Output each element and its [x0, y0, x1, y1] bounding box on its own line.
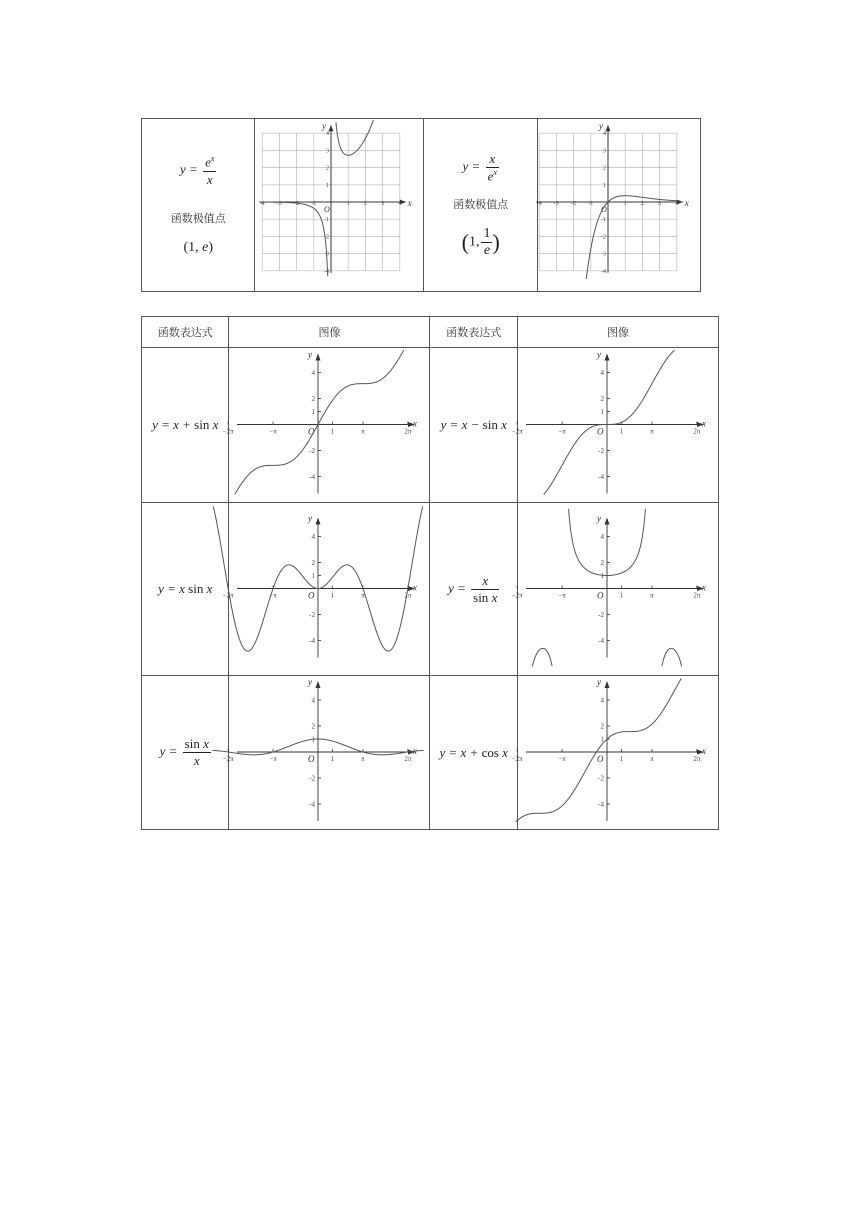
x-axis-label: x — [701, 746, 706, 756]
y-tick-label: -4 — [309, 800, 316, 809]
x-axis-label: x — [413, 582, 418, 593]
y-tick-label: -4 — [309, 637, 316, 645]
x-tick-label: -3 — [277, 201, 283, 207]
x-tick-label: -4 — [536, 201, 542, 207]
origin-label: O — [596, 426, 604, 437]
graph-x-plus-cosx — [511, 676, 718, 824]
y-tick-label: -4 — [324, 268, 330, 275]
y-tick-label: -4 — [598, 473, 604, 481]
x-tick-label: π — [361, 591, 366, 600]
graph-cell-x-over-ex — [537, 119, 700, 292]
extremum-table — [141, 118, 701, 292]
y-axis-arrow — [329, 125, 334, 131]
origin-label: O — [308, 590, 315, 601]
y-axis-label: y — [322, 121, 327, 132]
graph-x-over-ex — [538, 119, 700, 286]
y-tick-label: -2 — [600, 234, 606, 241]
y-tick-label: 3 — [326, 148, 330, 155]
y-tick-label: 4 — [602, 131, 606, 138]
x-axis-label: x — [701, 582, 706, 593]
y-tick-label: 2 — [600, 395, 604, 403]
y-tick-label: -2 — [324, 234, 330, 241]
x-tick-label: 1 — [619, 427, 624, 436]
x-tick-label: 2π — [693, 427, 701, 436]
origin-label: O — [308, 754, 315, 764]
y-tick-label: -4 — [600, 268, 606, 275]
x-tick-label: -2 — [571, 201, 577, 207]
graph-cell — [223, 348, 430, 503]
x-tick-label: 1 — [347, 201, 351, 207]
x-tick-label: -3 — [553, 201, 559, 207]
y-tick-label: 2 — [602, 165, 606, 172]
x-tick-label: −2π — [511, 427, 523, 436]
y-tick-label: -1 — [600, 217, 606, 224]
formula-x-sinx: y = x sin x — [142, 503, 229, 676]
y-tick-label: 4 — [326, 131, 330, 138]
y-tick-label: 1 — [600, 408, 604, 416]
y-axis-label: y — [598, 121, 603, 132]
y-axis-arrow — [316, 681, 321, 688]
y-axis-arrow — [604, 518, 609, 525]
formula-x-over-sinx: y = $\frac{x}{\text{sin x}}$ — [430, 503, 518, 676]
x-axis-label: x — [413, 746, 418, 756]
x-tick-label: 1 — [619, 591, 624, 600]
function-curve — [235, 350, 404, 494]
x-tick-label: −π — [558, 427, 566, 436]
y-tick-label: -4 — [598, 637, 604, 645]
x-tick-label: 3 — [658, 201, 662, 207]
y-tick-label: 1 — [600, 572, 604, 580]
y-axis-arrow — [316, 354, 321, 361]
x-tick-label: -4 — [260, 201, 266, 207]
x-tick-label: −2π — [223, 427, 235, 436]
y-tick-label: -3 — [600, 251, 606, 258]
y-tick-label: 1 — [326, 182, 330, 189]
x-tick-label: −π — [558, 755, 566, 763]
formula-x-plus-cosx: y = x + cos x — [430, 676, 518, 830]
function-curve — [263, 120, 374, 276]
y-tick-label: 4 — [600, 369, 604, 377]
graph-sinx-over-x — [223, 676, 429, 824]
x-tick-label: 4 — [675, 201, 679, 207]
y-axis-label: y — [308, 677, 313, 687]
y-axis-label: y — [596, 349, 601, 360]
graph-x-minus-sinx — [511, 348, 718, 497]
x-tick-label: 1 — [619, 755, 624, 763]
x-tick-label: π — [361, 755, 366, 763]
x-tick-label: -1 — [311, 201, 317, 207]
origin-label: O — [596, 754, 604, 764]
y-tick-label: -1 — [324, 217, 330, 224]
x-tick-label: 3 — [381, 201, 385, 207]
header-graph: 图像 — [229, 317, 430, 348]
x-tick-label: 2π — [404, 755, 412, 763]
graph-cell — [223, 503, 430, 676]
y-tick-label: -4 — [309, 473, 316, 481]
origin-label: O — [596, 590, 604, 601]
x-tick-label: 2 — [364, 201, 368, 207]
x-tick-label: −π — [269, 427, 278, 436]
y-tick-label: 4 — [311, 369, 316, 377]
x-tick-label: 1 — [331, 427, 335, 436]
graph-ex-over-x — [255, 119, 423, 286]
x-tick-label: π — [650, 755, 654, 763]
graph-cell-ex-over-x — [255, 119, 424, 292]
formula-sinx-over-x: y = $\frac{\text{sin x}}{x}$ — [142, 676, 229, 830]
y-axis-label: y — [596, 513, 601, 524]
extremum-label: 函数极值点 — [170, 211, 226, 225]
y-axis-label: y — [308, 349, 313, 360]
x-tick-label: −2π — [511, 755, 523, 763]
x-tick-label: 2π — [404, 427, 412, 436]
x-tick-label: 2 — [640, 201, 644, 207]
origin-label: O — [600, 205, 607, 214]
x-tick-label: 2π — [693, 755, 701, 763]
x-tick-label: −2π — [223, 755, 235, 763]
formula-x-plus-sinx: y = x + sin x — [142, 348, 229, 503]
y-tick-label: -4 — [598, 800, 604, 809]
x-tick-label: 1 — [331, 755, 335, 763]
x-axis-label: x — [701, 418, 706, 429]
extremum-label: 函数极值点 — [453, 198, 509, 212]
x-tick-label: −π — [269, 591, 278, 600]
header-expression: 函数表达式 — [430, 317, 518, 348]
y-tick-label: -2 — [598, 611, 604, 619]
y-tick-label: 3 — [602, 148, 606, 155]
extremum-value: (1, $\frac{1}{e}$ ) — [461, 226, 500, 259]
graph-x-over-sinx — [511, 503, 718, 670]
graph-x-plus-sinx — [223, 348, 429, 497]
y-axis-arrow — [604, 354, 609, 361]
x-tick-label: -2 — [294, 201, 300, 207]
x-tick-label: 4 — [398, 201, 402, 207]
x-axis-label: x — [408, 198, 413, 208]
x-tick-label: π — [650, 427, 654, 436]
graph-cell — [223, 676, 430, 830]
y-tick-label: 4 — [311, 533, 316, 541]
x-axis-label: x — [684, 198, 689, 208]
x-tick-label: π — [650, 591, 654, 600]
y-tick-label: -2 — [598, 774, 604, 783]
x-tick-label: −2π — [511, 591, 523, 600]
y-tick-label: 1 — [600, 735, 604, 744]
y-tick-label: -3 — [324, 251, 330, 258]
y-axis-arrow — [604, 681, 609, 688]
y-tick-label: 2 — [311, 722, 316, 731]
y-tick-label: 1 — [311, 572, 316, 580]
x-tick-label: 2π — [693, 591, 701, 600]
y-tick-label: 2 — [311, 559, 316, 567]
y-tick-label: -2 — [309, 447, 316, 455]
y-axis-arrow — [605, 125, 610, 131]
function-graph-table — [141, 316, 719, 830]
y-tick-label: 1 — [311, 735, 316, 744]
graph-cell — [511, 348, 718, 503]
x-tick-label: -1 — [588, 201, 594, 207]
y-tick-label: -2 — [598, 447, 604, 455]
x-tick-label: 1 — [623, 201, 627, 207]
y-tick-label: 2 — [600, 559, 604, 567]
y-tick-label: -2 — [309, 774, 316, 783]
origin-label: O — [324, 205, 331, 214]
x-tick-label: −2π — [223, 591, 235, 600]
formula-cell-x-over-ex — [424, 119, 538, 292]
y-tick-label: 1 — [602, 182, 606, 189]
y-tick-label: 4 — [311, 696, 316, 705]
y-tick-label: 1 — [311, 408, 316, 416]
x-axis-label: x — [413, 418, 418, 429]
function-curve — [544, 350, 675, 494]
x-tick-label: 1 — [331, 591, 335, 600]
y-axis-label: y — [308, 513, 313, 524]
formula-x-minus-sinx: y = x − sin x — [430, 348, 518, 503]
y-tick-label: 4 — [600, 533, 604, 541]
y-tick-label: 2 — [600, 722, 604, 731]
y-axis-arrow — [316, 518, 321, 525]
formula-x-over-ex: y = $\frac{x}{e^x}$ — [462, 150, 497, 184]
y-tick-label: 2 — [311, 395, 316, 403]
graph-x-sinx — [223, 503, 429, 670]
formula-cell-ex-over-x — [142, 119, 255, 292]
graph-cell — [511, 503, 718, 676]
origin-label: O — [308, 426, 315, 437]
header-expression: 函数表达式 — [142, 317, 229, 348]
formula-ex-over-x: y = $\frac{e^x}{x}$ — [180, 154, 215, 187]
x-tick-label: −π — [269, 755, 278, 763]
x-tick-label: −π — [558, 591, 566, 600]
header-graph: 图像 — [517, 317, 718, 348]
y-tick-label: 4 — [600, 696, 604, 705]
function-curve — [586, 196, 677, 279]
x-tick-label: π — [361, 427, 366, 436]
y-tick-label: 2 — [326, 165, 330, 172]
y-axis-label: y — [596, 677, 601, 687]
graph-cell — [511, 676, 718, 830]
y-tick-label: -2 — [309, 611, 316, 619]
x-tick-label: 2π — [404, 591, 412, 600]
extremum-value: (1, e) — [183, 239, 214, 255]
